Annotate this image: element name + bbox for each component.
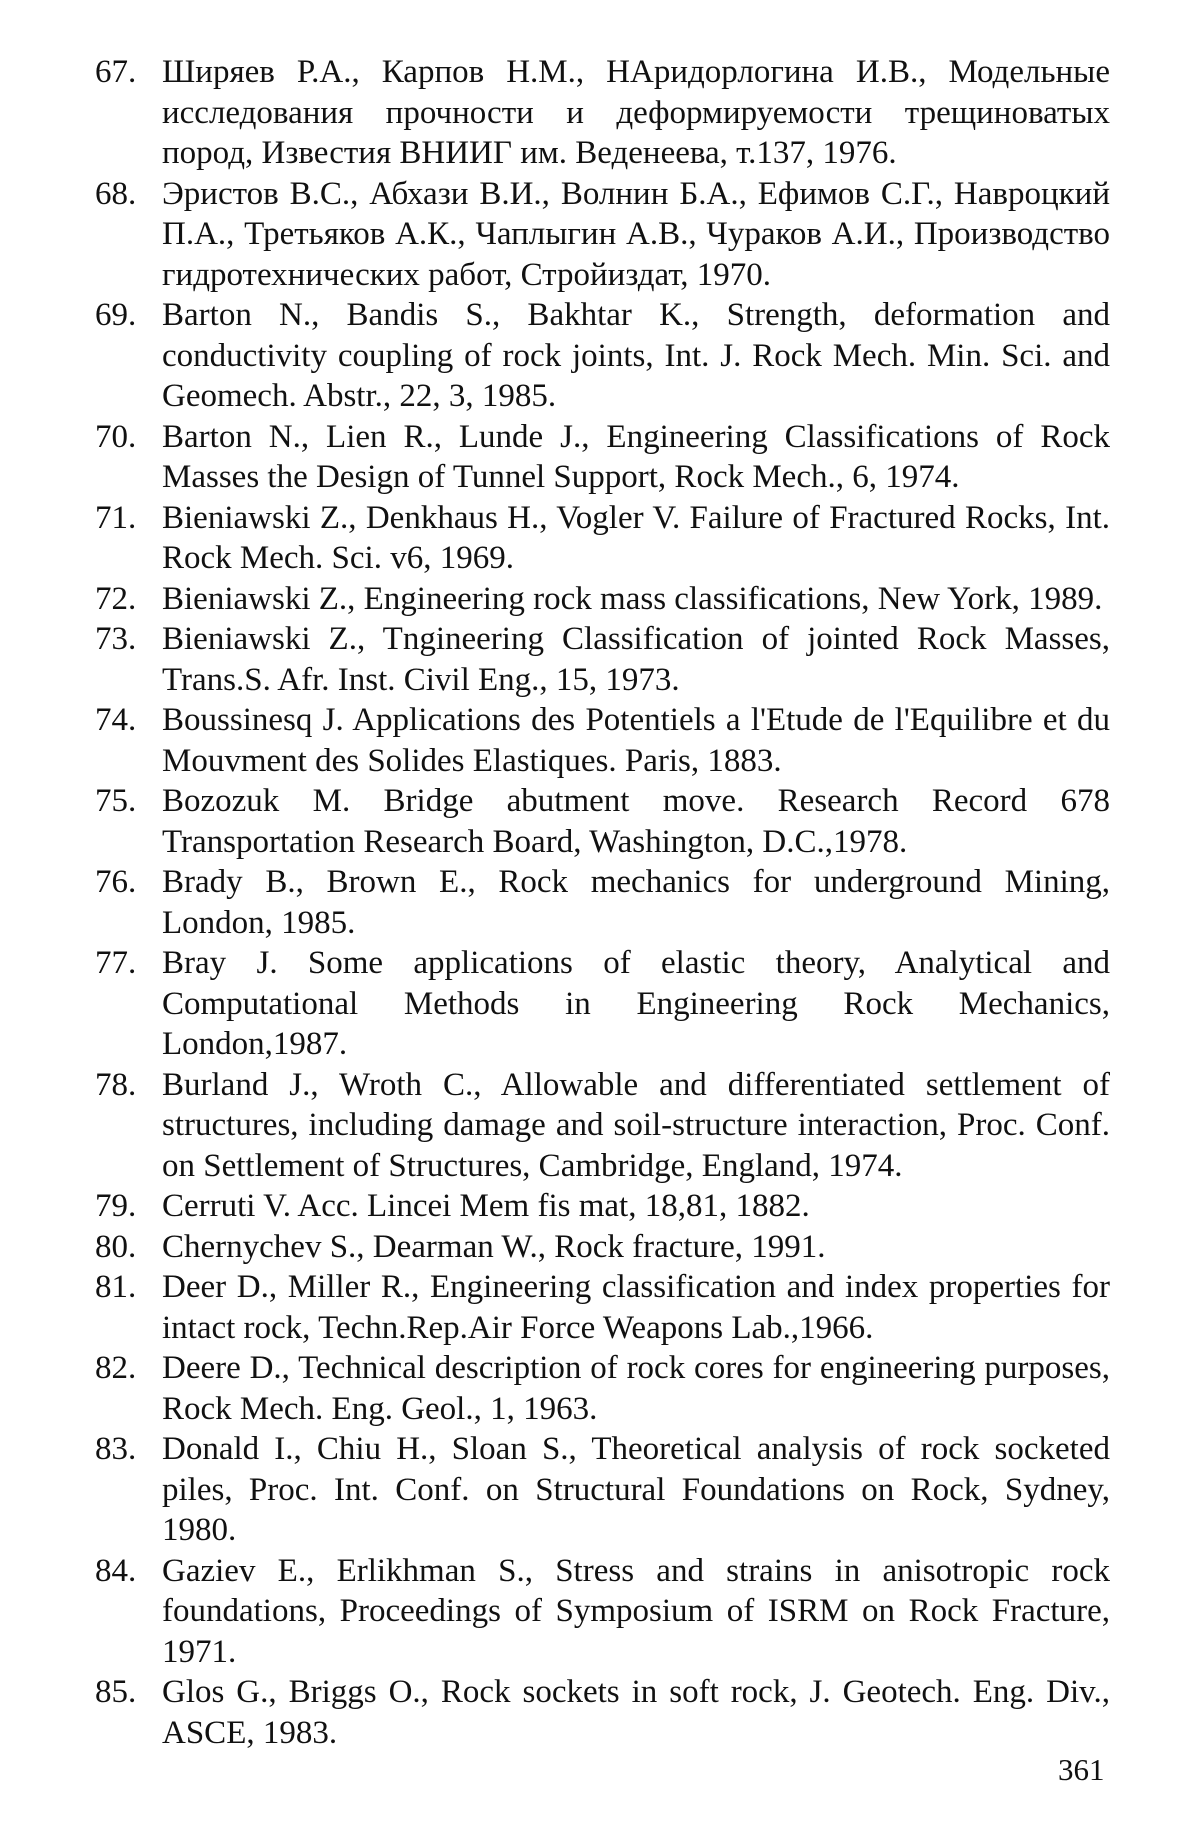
reference-text: Bray J. Some applications of elastic theory, Analytical and Computational Methods in Engineering Rock Mechanics, London,1987. [162,945,1110,1062]
reference-text: Bieniawski Z., Denkhaus H., Vogler V. Failure of Fractured Rocks, Int. Rock Mech. Sci. v6, 1969. [162,499,1110,576]
reference-text: Эристов В.С., Абхази В.И., Волнин Б.А., Ефимов С.Г., Навроцкий П.А., Третьяков А.К., Чаплыгин А.В., Чураков А.И., Производство гидротехнических работ, Стройиздат, 1970. [162,175,1110,293]
reference-number: 81. [95,1269,137,1305]
reference-text: Burland J., Wroth C., Allowable and differentiated settlement of structures, including damage and soil-structure interaction, Proc. Conf. on Settlement of Structures, Cambridge, England, 1974. [162,1066,1110,1184]
reference-item-77 [95,943,1110,1065]
reference-number: 72. [95,580,137,617]
reference-item-73 [95,619,1110,700]
reference-item-72 [95,579,1110,620]
reference-item-85 [95,1672,1110,1753]
reference-number: 67. [95,54,137,90]
reference-number: 79. [95,1188,137,1224]
reference-item-78 [95,1065,1110,1187]
reference-item-71 [95,498,1110,579]
reference-number: 75. [95,783,137,819]
reference-text: Bieniawski Z., Tngineering Classification of jointed Rock Masses, Trans.S. Afr. Inst. Civil Eng., 15, 1973. [162,621,1110,698]
reference-number: 74. [95,702,137,738]
reference-text: Deer D., Miller R., Engineering classification and index properties for intact rock, Techn.Rep.Air Force Weapons Lab.,1966. [162,1269,1110,1346]
reference-number: 73. [95,621,137,657]
reference-text: Chernychev S., Dearman W., Rock fracture, 1991. [162,1228,826,1265]
reference-number: 83. [95,1431,137,1467]
reference-text: Brady B., Brown E., Rock mechanics for underground Mining, London, 1985. [162,864,1110,941]
reference-item-82 [95,1348,1110,1429]
reference-text: Barton N., Lien R., Lunde J., Engineering Classifications of Rock Masses the Design of Tunnel Support, Rock Mech., 6, 1974. [162,418,1110,495]
reference-number: 80. [95,1228,137,1265]
reference-item-74 [95,700,1110,781]
reference-number: 70. [95,418,137,455]
reference-item-69 [95,295,1110,417]
reference-text: Barton N., Bandis S., Bakhtar K., Strength, deformation and conductivity coupling of rock joints, Int. J. Rock Mech. Min. Sci. and Geomech. Abstr., 22, 3, 1985. [162,297,1110,414]
reference-item-75 [95,781,1110,862]
reference-item-70 [95,417,1110,498]
reference-text: Boussinesq J. Applications des Potentiels a l'Etude de l'Equilibre et du Mouvment des Solides Elastiques. Paris, 1883. [162,702,1110,779]
reference-list [95,52,1110,1753]
reference-number: 68. [95,175,137,212]
reference-item-81 [95,1267,1110,1348]
reference-text: Gaziev E., Erlikhman S., Stress and strains in anisotropic rock foundations, Proceedings of Symposium of ISRM on Rock Fracture, 1971. [162,1552,1110,1670]
reference-item-80 [95,1227,1110,1268]
reference-item-67 [95,52,1110,174]
reference-number: 84. [95,1552,137,1589]
reference-number: 85. [95,1674,137,1710]
reference-number: 76. [95,864,137,900]
reference-text: Bieniawski Z., Engineering rock mass classifications, New York, 1989. [162,580,1103,617]
reference-number: 78. [95,1066,137,1103]
reference-number: 71. [95,499,137,536]
reference-item-76 [95,862,1110,943]
reference-number: 82. [95,1350,137,1386]
reference-text: Donald I., Chiu H., Sloan S., Theoretical analysis of rock socketed piles, Proc. Int. Conf. on Structural Foundations on Rock, Sydney, 1980. [162,1431,1110,1548]
reference-item-79 [95,1186,1110,1227]
reference-text: Ширяев Р.А., Карпов Н.М., НАридорлогина И.В., Модельные исследования прочности и деформируемости трещиноватых пород, Известия ВНИИГ им. Веденеева, т.137, 1976. [162,54,1110,171]
reference-text: Cerruti V. Acc. Lincei Mem fis mat, 18,81, 1882. [162,1188,810,1224]
reference-item-83 [95,1429,1110,1551]
page-number: 361 [1058,1752,1105,1787]
reference-number: 77. [95,945,137,981]
reference-text: Bozozuk M. Bridge abutment move. Research Record 678 Transportation Research Board, Washington, D.C.,1978. [162,783,1110,860]
reference-item-68 [95,174,1110,296]
reference-number: 69. [95,297,137,333]
reference-text: Glos G., Briggs O., Rock sockets in soft rock, J. Geotech. Eng. Div., ASCE, 1983. [162,1674,1110,1751]
reference-item-84 [95,1551,1110,1673]
reference-text: Deere D., Technical description of rock cores for engineering purposes, Rock Mech. Eng. Geol., 1, 1963. [162,1350,1110,1427]
